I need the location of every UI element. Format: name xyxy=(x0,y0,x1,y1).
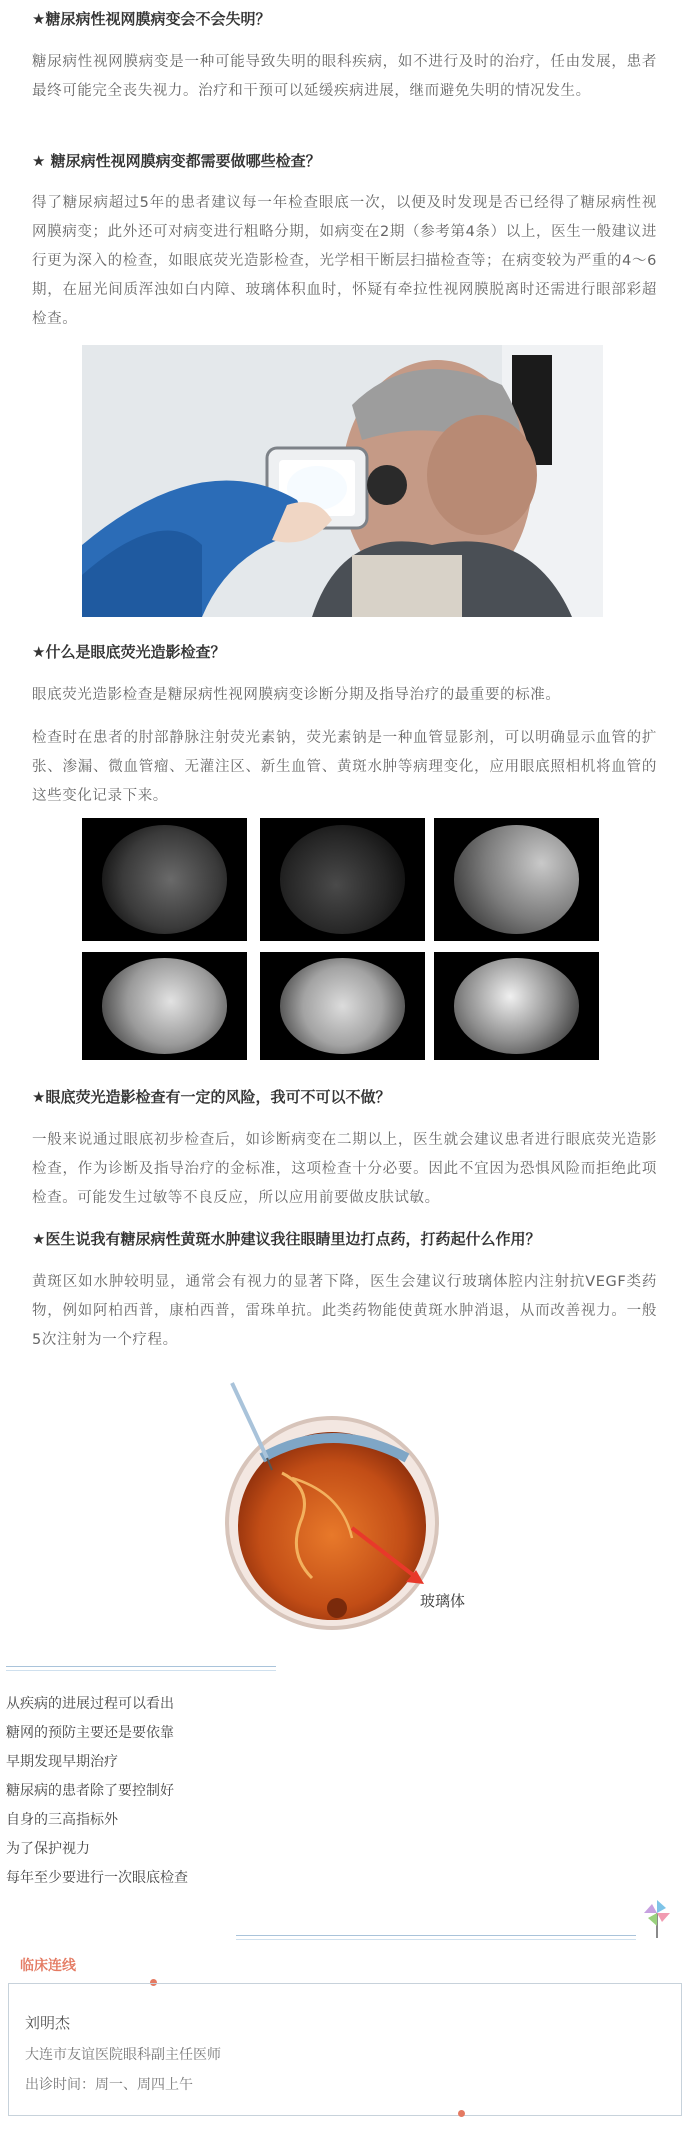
doctor-hours: 出诊时间：周一、周四上午 xyxy=(25,2077,193,2093)
closing-line-6: 为了保护视力 xyxy=(6,1841,90,1857)
section-heading-risk: ★眼底荧光造影检查有一定的风险，我可不可以不做？ xyxy=(32,1088,391,1106)
paragraph-exams: 得了糖尿病超过5年的患者建议每一年检查眼底一次，以便及时发现是否已经得了糖尿病性视网膜病变；此外还可对病变进行粗略分期，如病变在2期（参考第4条）以上，医生一般建议进行更为深入的检查，如眼底荧光造影检查，光学相干断层扫描检查等；在病变较为严重的4～6期，在屈光间质浑浊如白内障、玻璃体积血时，怀疑有牵拉性视网膜脱离时还需进行眼部彩超检查。 xyxy=(32,195,657,327)
doctor-name: 刘明杰 xyxy=(25,2014,71,2032)
section-heading-blindness: ★糖尿病性视网膜病变会不会失明？ xyxy=(32,10,271,28)
closing-line-2: 糖网的预防主要还是要依靠 xyxy=(6,1725,174,1741)
paragraph-angiography-2: 检查时在患者的肘部静脉注射荧光素钠，荧光素钠是一种血管显影剂，可以明确显示血管的扩张、渗漏、微血管瘤、无灌注区、新生血管、黄斑水肿等病理变化，应用眼底照相机将血管的这些变化记录下来。 xyxy=(32,730,657,804)
card-accent-dot-bottom xyxy=(458,2110,465,2117)
paragraph-risk: 一般来说通过眼底初步检查后，如诊断病变在二期以上，医生就会建议患者进行眼底荧光造影检查，作为诊断及指导治疗的金标准，这项检查十分必要。因此不宜因为恐惧风险而拒绝此项检查。可能发生过敏等不良反应，所以应用前要做皮肤试敏。 xyxy=(32,1132,657,1206)
closing-line-5: 自身的三高指标外 xyxy=(6,1812,118,1828)
fundus-image-2 xyxy=(260,818,425,941)
fundus-image-1 xyxy=(82,818,247,941)
fundus-image-4 xyxy=(82,952,247,1060)
section-heading-angiography: ★什么是眼底荧光造影检查？ xyxy=(32,643,226,661)
fundus-image-3 xyxy=(434,818,599,941)
clinical-contact-tag: 临床连线 xyxy=(20,1958,76,1974)
eye-injection-diagram xyxy=(192,1378,504,1636)
eye-exam-photo xyxy=(82,345,603,617)
closing-line-4: 糖尿病的患者除了要控制好 xyxy=(6,1783,174,1799)
section-heading-injection: ★医生说我有糖尿病性黄斑水肿建议我往眼睛里边打点药，打药起什么作用？ xyxy=(32,1230,541,1248)
section-divider-top-secondary xyxy=(6,1670,276,1671)
vitreous-label: 玻璃体 xyxy=(420,1592,466,1610)
closing-line-1: 从疾病的进展过程可以看出 xyxy=(6,1696,174,1712)
section-divider-bottom xyxy=(236,1935,636,1936)
paragraph-injection: 黄斑区如水肿较明显，通常会有视力的显著下降，医生会建议行玻璃体腔内注射抗VEGF类药物，例如阿柏西普，康柏西普，雷珠单抗。此类药物能使黄斑水肿消退，从而改善视力。一般5次注射为一个疗程。 xyxy=(32,1274,657,1348)
fundus-image-5 xyxy=(260,952,425,1060)
doctor-title: 大连市友谊医院眼科副主任医师 xyxy=(25,2047,221,2063)
closing-line-7: 每年至少要进行一次眼底检查 xyxy=(6,1870,188,1886)
section-heading-exams: ★ 糖尿病性视网膜病变都需要做哪些检查？ xyxy=(32,152,321,170)
section-divider-bottom-secondary xyxy=(236,1939,636,1940)
section-divider-top xyxy=(6,1666,276,1667)
pinwheel-icon xyxy=(642,1898,672,1938)
closing-line-3: 早期发现早期治疗 xyxy=(6,1754,118,1770)
paragraph-blindness: 糖尿病性视网膜病变是一种可能导致失明的眼科疾病，如不进行及时的治疗，任由发展，患者最终可能完全丧失视力。治疗和干预可以延缓疾病进展，继而避免失明的情况发生。 xyxy=(32,54,657,99)
doctor-card xyxy=(8,1983,682,2116)
fundus-image-6 xyxy=(434,952,599,1060)
paragraph-angiography-1: 眼底荧光造影检查是糖尿病性视网膜病变诊断分期及指导治疗的最重要的标准。 xyxy=(32,687,561,703)
